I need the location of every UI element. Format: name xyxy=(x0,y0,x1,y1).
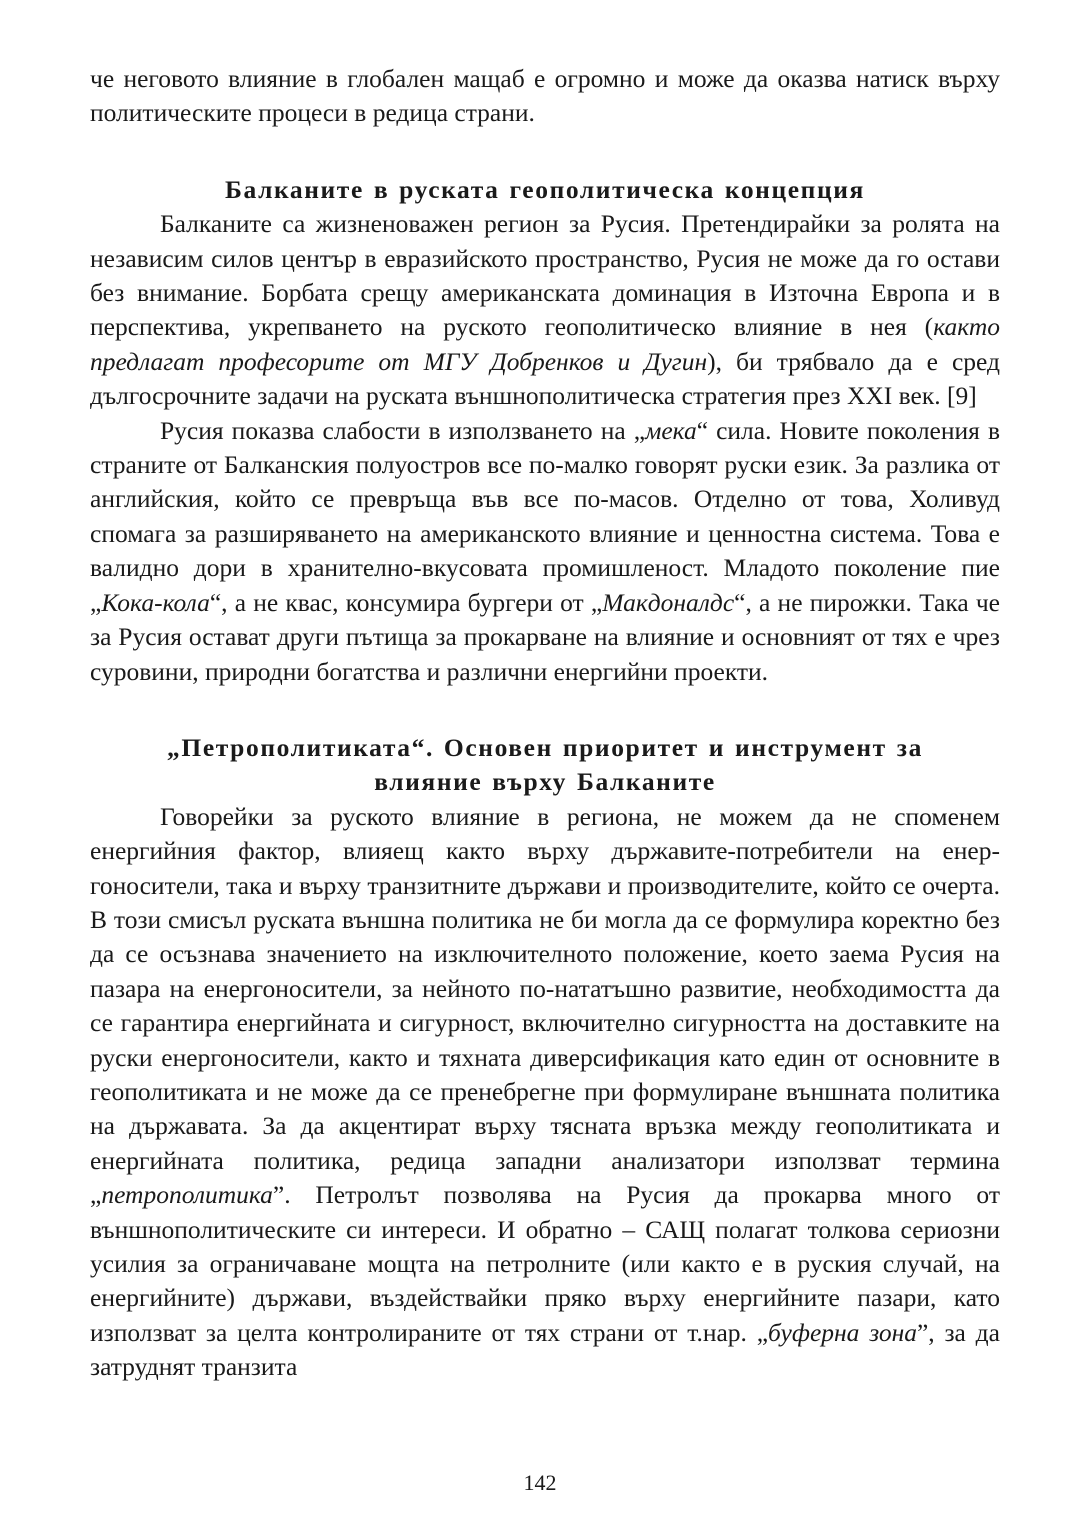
italic-run: буферна зона xyxy=(768,1317,917,1347)
text-run: Говорейки за руското влияние в региона, не можем да не споменем енергийния фактор, влияещ както върху държавите-потребители на енергоносители, така и върху транзитните държави и производителите, който се очерта. В този смисъл руската външна политика не би могла да се формулира коректно без да се осъзнава значението на изключителното положение, което заема Русия на пазара на енергоносители, за нейното по-нататъшно развитие, необходимостта да се гарантира енергийната и сигурност, включително сигурността на доставките на руски енергоносители, както и тяхната диверсификация като един от основните в геополитиката и не може да се пренебрегне при формулиране външната политика на държавата. За да акцентират върху тясната връзка между геополитиката и енергийната политика, редица западни анализатори използват термина „ xyxy=(90,801,1000,1210)
section-heading-petropolitics xyxy=(90,731,1000,800)
intro-paragraph: че неговото влияние в глобален мащаб е огромно и може да оказва натиск върху политическите процеси в редица страни. xyxy=(90,64,1000,128)
italic-run: както предлагат професорите от МГУ Добренков и Дугин xyxy=(90,312,1000,376)
page-body xyxy=(90,62,1000,1385)
page-number: 142 xyxy=(523,1470,557,1495)
italic-run: петрополитика xyxy=(101,1180,273,1210)
text-run: ”. Петролът позволява на Русия да прокарва много от външнополитическите си интереси. И обратно – САЩ полагат толкова сериозни усилия за ограничаване мощта на петролните (или както е в руския случай, на енергийните) държави, въздействайки пряко върху енергийните пазари, като използват за целта контролираните от тях страни от т.нар. „ xyxy=(90,1180,1000,1347)
spacer xyxy=(90,689,1000,731)
italic-run: Макдоналдс xyxy=(602,587,735,617)
heading-line: „Петрополитиката“. Основен приоритет и инструмент за xyxy=(167,732,923,762)
italic-run: Кока-кола xyxy=(101,587,210,617)
paragraph-balkans-region xyxy=(90,207,1000,413)
paragraph-soft-power xyxy=(90,414,1000,689)
text-run: ”, за да затруднят транзита xyxy=(90,1317,1000,1382)
text-run: “, а не квас, консумира бургери от „ xyxy=(209,587,603,617)
text-run: “, а не пирожки. Така че за Русия остават други пътища за прокарване на влияние и основният от тях е чрез суровини, природни богатства и различни енергийни проекти. xyxy=(90,587,1000,686)
italic-run: мека xyxy=(645,415,697,445)
text-run: “ сила. Новите поколения в страните от Балканския полуостров все по-малко говорят руски език. За разлика от английския, който се превръща във все по-масов. Отделно от това, Холивуд спомага за разширяването на американското влияние и ценностна система. Това е валидно дори в хранително-вкусовата промишленост. Младото поколение пие „ xyxy=(90,415,1000,617)
text-run: ), би трябвало да е сред дългосрочните задачи на руската външнополитическа стратегия през XXI век. [9] xyxy=(90,346,1000,411)
text-run: Русия показва слабости в използването на „ xyxy=(160,415,646,445)
section-heading-balkans: Балканите в руската геополитическа концепция xyxy=(225,174,865,204)
spacer xyxy=(90,131,1000,173)
text-run: Балканите са жизненоважен регион за Русия. Претендирайки за ролята на независим силов център в евразийското пространство, Русия не може да го остави без внимание. Борбата срещу американската доминация в Източна Европа и в перспектива, укрепването на руското геополитическо влияние в нея ( xyxy=(90,209,1000,342)
heading-line: влияние върху Балканите xyxy=(374,767,716,797)
paragraph-energy-factor xyxy=(90,800,1000,1385)
